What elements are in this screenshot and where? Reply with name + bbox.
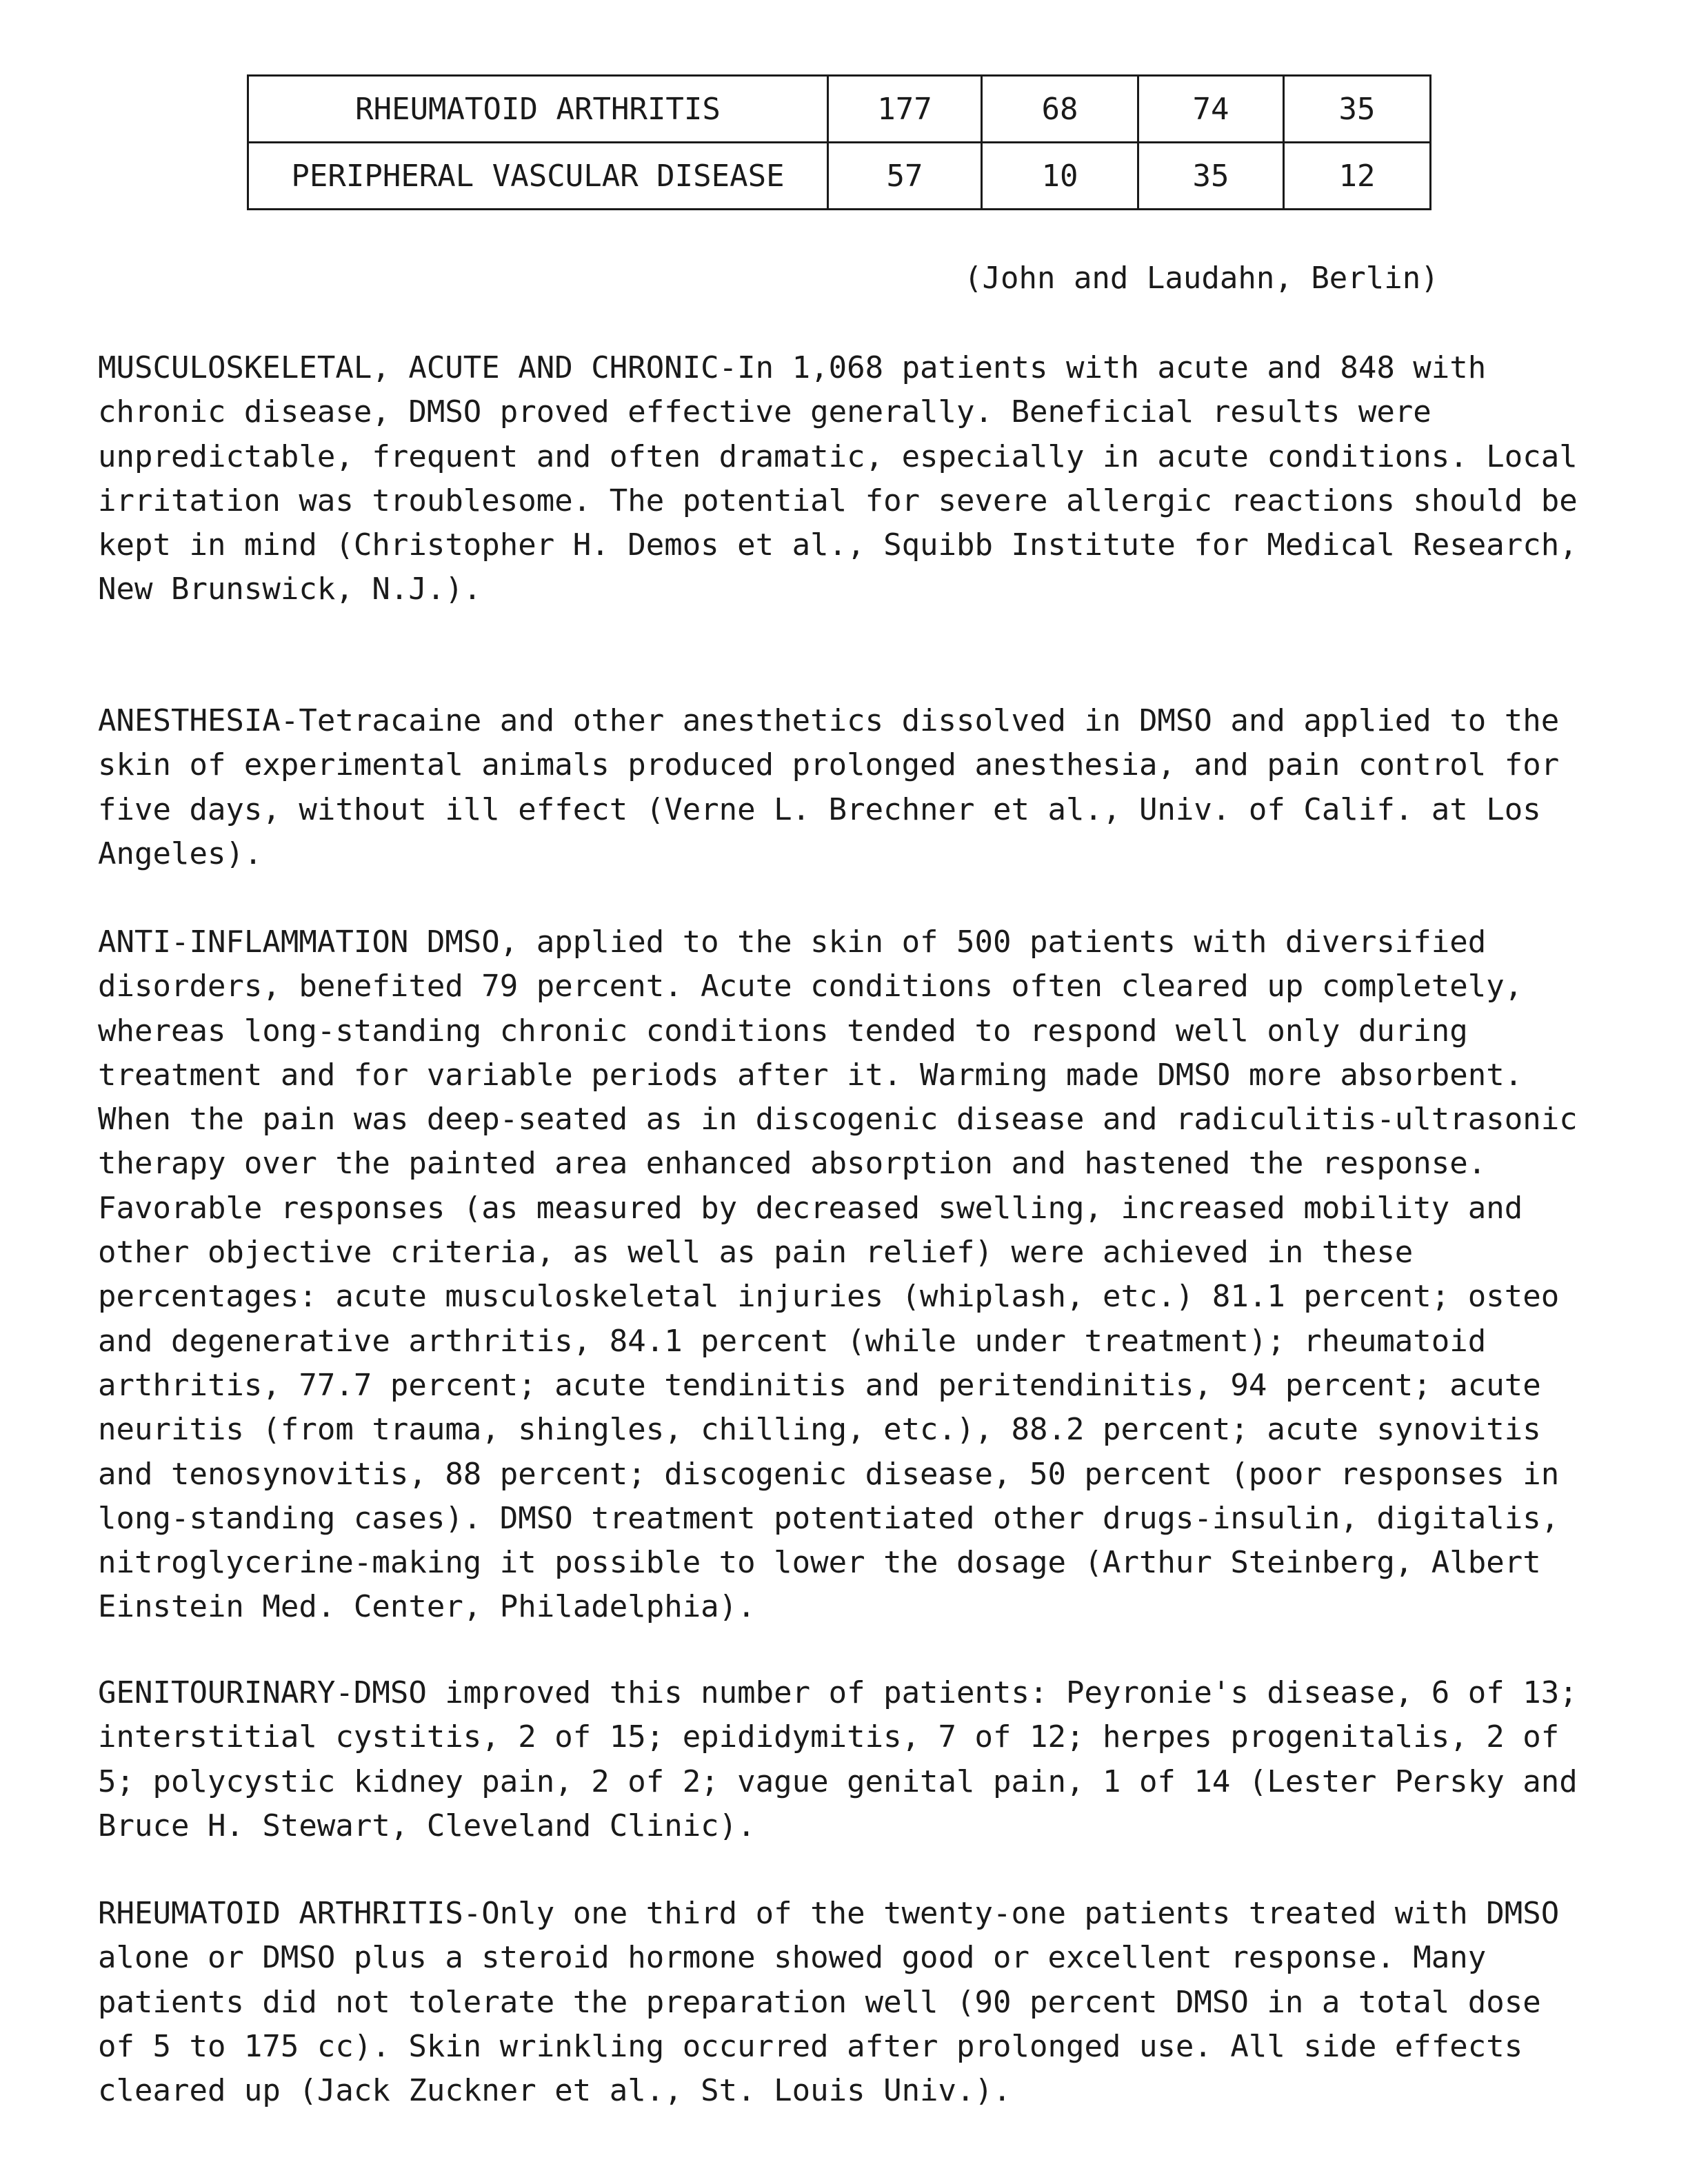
text-line: Einstein Med. Center, Philadelphia). — [98, 1589, 756, 1625]
text-line: skin of experimental animals produced prolonged anesthesia, and pain control for — [98, 747, 1560, 783]
text-line: GENITOURINARY-DMSO improved this number of patients: Peyronie's disease, 6 of 13; — [98, 1675, 1578, 1710]
text-line: ANTI-INFLAMMATION DMSO, applied to the skin of 500 patients with diversified — [98, 924, 1487, 960]
text-line: therapy over the painted area enhanced absorption and hastened the response. — [98, 1146, 1487, 1182]
text-line: whereas long-standing chronic conditions tended to respond well only during — [98, 1013, 1468, 1049]
text-line: percentages: acute musculoskeletal injuries (whiplash, etc.) 81.1 percent; osteo — [98, 1279, 1560, 1315]
text-line: and tenosynovitis, 88 percent; discogenic disease, 50 percent (poor responses in — [98, 1456, 1560, 1492]
text-line: MUSCULOSKELETAL, ACUTE AND CHRONIC-In 1,068 patients with acute and 848 with — [98, 350, 1487, 385]
text-line: nitroglycerine-making it possible to lower the dosage (Arthur Steinberg, Albert — [98, 1545, 1541, 1581]
text-line: patients did not tolerate the preparation well (90 percent DMSO in a total dose — [98, 1984, 1541, 2020]
paragraph-musculoskeletal — [98, 346, 1601, 612]
paragraph-anesthesia — [98, 699, 1601, 876]
text-line: long-standing cases). DMSO treatment potentiated other drugs-insulin, digitalis, — [98, 1500, 1560, 1536]
text-line: interstitial cystitis, 2 of 15; epididymitis, 7 of 12; herpes progenitalis, 2 of — [98, 1719, 1560, 1755]
table-cell-value: 57 — [828, 143, 982, 210]
results-table — [247, 74, 1431, 210]
table-cell-condition: PERIPHERAL VASCULAR DISEASE — [248, 143, 828, 210]
text-line: irritation was troublesome. The potential for severe allergic reactions should be — [98, 483, 1578, 518]
text-line: When the pain was deep-seated as in discogenic disease and radiculitis-ultrasonic — [98, 1102, 1578, 1138]
text-line: Angeles). — [98, 836, 263, 871]
text-line: alone or DMSO plus a steroid hormone showed good or excellent response. Many — [98, 1940, 1487, 1976]
text-line: Bruce H. Stewart, Cleveland Clinic). — [98, 1808, 756, 1843]
text-line: chronic disease, DMSO proved effective generally. Beneficial results were — [98, 394, 1431, 430]
text-line: five days, without ill effect (Verne L. Brechner et al., Univ. of Calif. at Los — [98, 791, 1541, 827]
text-line: and degenerative arthritis, 84.1 percent (while under treatment); rheumatoid — [98, 1323, 1487, 1359]
table-cell-value: 12 — [1284, 143, 1431, 210]
text-line: cleared up (Jack Zuckner et al., St. Louis Univ.). — [98, 2073, 1012, 2109]
text-line: arthritis, 77.7 percent; acute tendinitis and peritendinitis, 94 percent; acute — [98, 1367, 1541, 1403]
table-row — [248, 143, 1431, 210]
text-line: RHEUMATOID ARTHRITIS-Only one third of the twenty-one patients treated with DMSO — [98, 1896, 1560, 1931]
text-line: other objective criteria, as well as pain relief) were achieved in these — [98, 1235, 1414, 1271]
text-line: kept in mind (Christopher H. Demos et al., Squibb Institute for Medical Research, — [98, 527, 1578, 563]
text-line: disorders, benefited 79 percent. Acute conditions often cleared up completely, — [98, 969, 1523, 1004]
text-line: ANESTHESIA-Tetracaine and other anesthetics dissolved in DMSO and applied to the — [98, 703, 1560, 738]
paragraph-rheumatoid-arthritis — [98, 1892, 1601, 2113]
text-line: New Brunswick, N.J.). — [98, 572, 482, 607]
paragraph-genitourinary — [98, 1671, 1601, 1848]
table-cell-condition: RHEUMATOID ARTHRITIS — [248, 76, 828, 143]
text-line: neuritis (from trauma, shingles, chilling, etc.), 88.2 percent; acute synovitis — [98, 1412, 1541, 1448]
table-cell-value: 74 — [1138, 76, 1284, 143]
table-cell-value: 35 — [1284, 76, 1431, 143]
table-cell-value: 68 — [982, 76, 1138, 143]
paragraph-anti-inflammation — [98, 920, 1601, 1630]
table-citation: (John and Laudahn, Berlin) — [964, 261, 1439, 296]
table-cell-value: 177 — [828, 76, 982, 143]
text-line: 5; polycystic kidney pain, 2 of 2; vague genital pain, 1 of 14 (Lester Persky and — [98, 1763, 1578, 1799]
text-line: treatment and for variable periods after it. Warming made DMSO more absorbent. — [98, 1057, 1523, 1093]
table-cell-value: 35 — [1138, 143, 1284, 210]
table-row — [248, 76, 1431, 143]
text-line: of 5 to 175 cc). Skin wrinkling occurred after prolonged use. All side effects — [98, 2028, 1523, 2064]
table-cell-value: 10 — [982, 143, 1138, 210]
text-line: Favorable responses (as measured by decreased swelling, increased mobility and — [98, 1190, 1523, 1226]
text-line: unpredictable, frequent and often dramatic, especially in acute conditions. Local — [98, 438, 1578, 474]
